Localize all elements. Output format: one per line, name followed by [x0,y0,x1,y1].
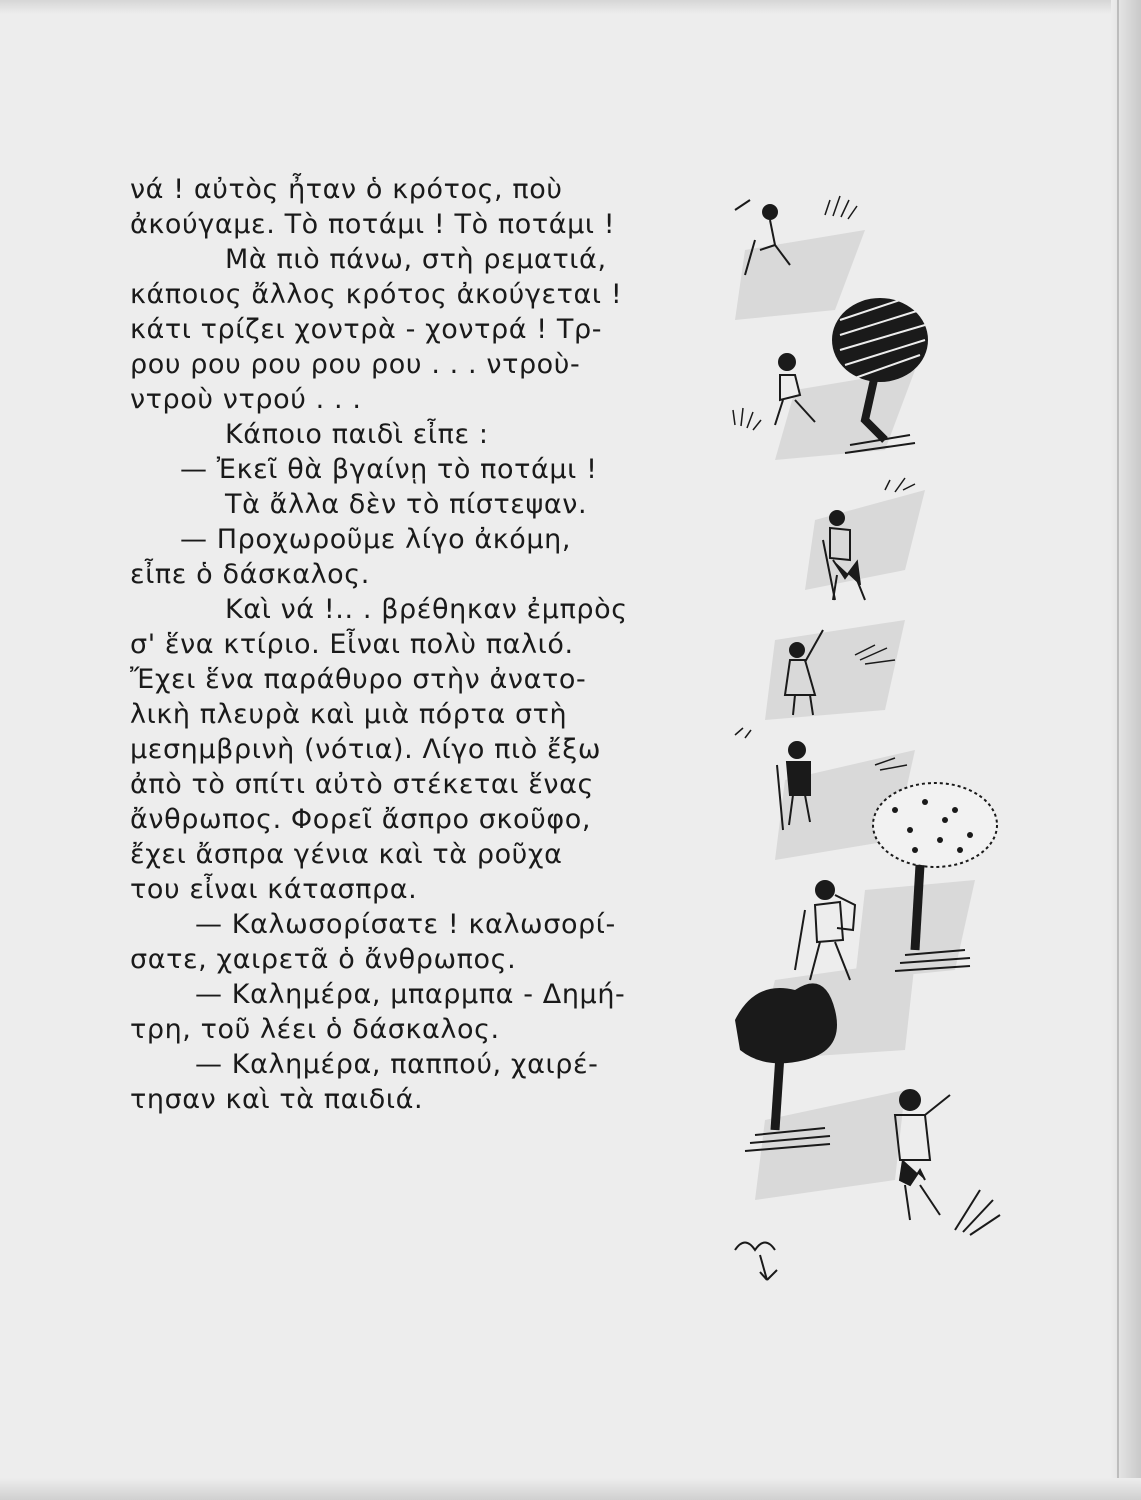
text-line: Καὶ νά !.. . βρέθηκαν ἐμπρὸς [225,594,628,625]
text-line: του εἶναι κάτασπρα. [130,874,418,905]
text-line: Ἔχει ἕνα παράθυρο στὴν ἀνατο- [130,664,587,695]
text-line: κάποιος ἄλλος κρότος ἀκούγεται ! [130,279,623,310]
text-line: σατε, χαιρετᾶ ὁ ἄνθρωπος. [130,944,517,975]
dialogue-line: — Προχωροῦμε λίγο ἀκόμη, [180,524,572,555]
hiking-illustration [715,190,1005,1310]
dialogue-line: — Καλωσορίσατε ! καλωσορί- [195,909,616,940]
walking-child-icon [795,881,855,980]
text-line: ἀκούγαμε. Τὸ ποτάμι ! Τὸ ποτάμι ! [130,209,616,240]
grass-tuft-icon [825,196,857,219]
grass-tuft-icon [955,1190,1000,1235]
text-line: μεσημβρινὴ (νότια). Λίγο πιὸ ἔξω [130,734,602,765]
text-line: ἀπὸ τὸ σπίτι αὐτὸ στέκεται ἕνας [130,769,594,800]
text-line: τησαν καὶ τὰ παιδιά. [130,1084,424,1115]
text-line: ρου ρου ρου ρου ρου . . . ντροὺ- [130,349,581,380]
text-line: Τὰ ἄλλα δὲν τὸ πίστεψαν. [225,489,588,520]
text-line: κάτι τρίζει χοντρὰ - χοντρά ! Τρ- [130,314,603,345]
dialogue-line: — Καλημέρα, παππού, χαιρέ- [195,1049,599,1080]
text-line: Μὰ πιὸ πάνω, στὴ ρεματιά, [225,244,607,275]
page-top-edge [0,0,1141,14]
text-line: ἔχει ἄσπρα γένια καὶ τὰ ροῦχα [130,839,563,870]
text-line: σ' ἕνα κτίριο. Εἶναι πολὺ παλιό. [130,629,574,660]
text-line: λικὴ πλευρὰ καὶ μιὰ πόρτα στὴ [130,699,568,730]
text-line: Κάποιο παιδὶ εἶπε : [225,419,489,450]
page-bottom-edge [0,1478,1141,1500]
page-right-edge [1111,0,1141,1500]
page-fold-line [1117,0,1119,1500]
story-text [130,172,690,1117]
flower-icon [735,1243,777,1281]
walking-child-icon [895,1090,950,1220]
text-line: ἄνθρωπος. Φορεῖ ἄσπρο σκοῦφο, [130,804,592,835]
illustration-svg [715,190,1005,1310]
text-line: εἶπε ὁ δάσκαλος. [130,559,370,590]
text-line: τρη, τοῦ λέει ὁ δάσκαλος. [130,1014,500,1045]
dialogue-line: — Ἐκεῖ θὰ βγαίνῃ τὸ ποτάμι ! [180,454,598,485]
text-line: νά ! αὐτὸς ἦταν ὁ κρότος, ποὺ [130,174,563,205]
dialogue-line: — Καλημέρα, μπαρμπα - Δημή- [195,979,626,1010]
text-line: ντροὺ ντρού . . . [130,384,362,415]
